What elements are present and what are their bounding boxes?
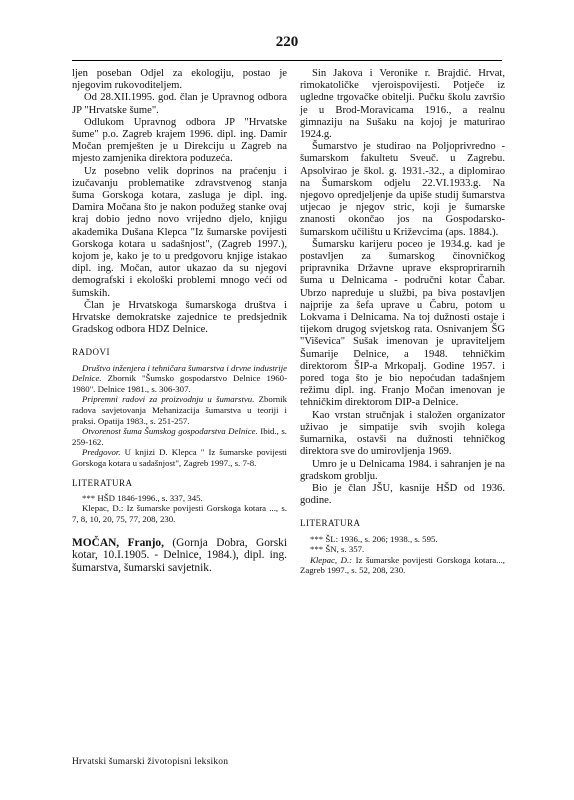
- paragraph: Šumarstvo je studirao na Poljoprivredno - šumarskom fakultetu Sveuč. u Zagrebu. Apsolvirao je škol. g. 1931.-32., a diplomirao na Šumarskom odjelu 22.VI.1933.g. Na njegovo opredjeljenje da upiše studij šumarstva utjecao je njegov stric, koji je šumarske znanosti okončao jos na Gospodarsko-šumarskom učilištu u Križevcima (aps. 1884.).: [300, 141, 505, 238]
- work-details: U knjizi D. Klepca " Iz šumarske povijesti Gorskoga kotara u sadašnjost", Zagreb 1997., s. 7-8.: [72, 447, 287, 469]
- work-details: Zbornik radova savjetovanja Mehanizacija šumarstva u teoriji i praksi. Opatija 1983., s. 251-257.: [72, 394, 287, 426]
- paragraph: Od 28.XII.1995. god. član je Upravnog odbora JP "Hrvatske šume".: [72, 92, 287, 116]
- paragraph: Bio je član JŠU, kasnije HŠD od 1936. godine.: [300, 482, 505, 507]
- literature-item: *** ŠL: 1936., s. 206; 1938., s. 595.: [310, 533, 438, 544]
- paragraph: Umro je u Delnicama 1984. i sahranjen je na gradskom groblju.: [300, 458, 505, 482]
- work-item: [72, 426, 287, 447]
- entry-summary: (Gornja Dobra, Gorski kotar, 10.I.1905. - Delnice, 1984.), dipl. ing. šumarstva, šumarski savjetnik.: [72, 536, 287, 575]
- work-title: Pripremni radovi za proizvodnju u šumarstvu.: [82, 394, 255, 405]
- work-title: Otvorenost šuma Šumskog gospodarstva Delnice.: [82, 426, 258, 437]
- literature-item: [300, 555, 505, 576]
- work-details: Ibid., s. 259-162.: [72, 426, 288, 447]
- literature-details: Iz šumarske povijesti Gorskoga kotara..., Zagreb 1997., s. 52, 208, 230.: [300, 554, 505, 576]
- paragraph: Uz posebno velik doprinos na praćenju i izučavanju problematike zdravstvenog stanja šuma Gorskoga kotara, zasluga je dipl. ing. Damira Močana što je nakon podužeg stanke ovaj kraj dobio jedno novo vrijedno djelo, knjigu akademika Dušana Klepca "Iz šumarske povijesti Gorskoga kotara u sadašnjost", (Zagreb 1997.), kojom je, kako je to u predgovoru knjige istakao dipl. ing. Močan, autor ukazao da su njegovi demografski i ekološki problemi mnogo veći od šumskih.: [72, 165, 287, 299]
- work-item: [72, 363, 287, 395]
- paragraph: Kao vrstan stručnjak i staložen organizator uživao je simpatije svih svojih kolega šumarnika, ostavši na dužnosti tehničkog direktora sve do umirovljenja 1969.: [300, 409, 505, 458]
- work-item: [72, 447, 287, 468]
- section-heading-literatura: LITERATURA: [72, 477, 133, 488]
- paragraph: Član je Hrvatskoga šumarskoga društva i Hrvatske demokratske zajednice te predsjednik Gradskog odbora HDZ Delnice.: [72, 299, 287, 336]
- paragraph: Šumarsku karijeru poceo je 1934.g. kad je postavljen za šumarskog činovničkog pripravnika Državne uprave eksproprirarnih šuma u Delnicama - područni kotar Čabar. Ubrzo napreduje u službi, pa biva postavljen najprije za šefa uprave u Čabru, potom u Lokvama i Delnicama. Na toj dužnosti ostaje i tijekom drugog svjetskog rata. Osnivanjem ŠG "Viševica" Sušak imenovan je upraviteljem Šumarije Delnice, a 1948. tehničkim direktorom ŠIP-a Mrkopalj. Godine 1957. i pored toga što je bio nepoćudan tadašnjem režimu dipl. ing. Franjo Močan imenovan je tehničkim direktorom DIP-a Delnice.: [300, 238, 505, 409]
- left-column: [72, 68, 287, 575]
- work-title: Predgovor.: [82, 447, 121, 458]
- literature-item: Klepac, D.: Iz šumarske povijesti Gorskoga kotara ..., s. 7, 8, 10, 20, 75, 77, 208, 230.: [72, 503, 287, 524]
- header-rule: [72, 60, 502, 61]
- paragraph: Odlukom Upravnog odbora JP "Hrvatske šume" p.o. Zagreb krajem 1996. dipl. ing. Damir Močan premješten je u Direkciju u Zagreb na mjesto zamjenika direktora poduzeća.: [72, 116, 287, 165]
- paragraph: Sin Jakova i Veronike r. Brajdić. Hrvat, rimokatoličke vjeroispovijesti. Potječe iz ugledne trgovačke obitelji. Pučku školu završio je u Brod-Moravicama 1916., a realnu gimnaziju na Sušaku na kojoj je maturirao 1924.g.: [300, 68, 505, 141]
- literature-author: Klepac, D.:: [310, 554, 353, 565]
- paragraph: ljen poseban Odjel za ekologiju, postao je njegovim rukovoditeljem.: [72, 68, 287, 92]
- section-heading-literatura: LITERATURA: [300, 518, 361, 529]
- literature-item: *** HŠD 1846-1996., s. 337, 345.: [82, 492, 203, 503]
- entry-headword: MOČAN, Franjo,: [72, 536, 164, 549]
- page-number: 220: [275, 34, 299, 50]
- section-heading-radovi: RADOVI: [72, 347, 110, 358]
- work-details: Zbornik "Šumsko gospodarstvo Delnice 1960-1980". Delnice 1981., s. 306-307.: [72, 373, 287, 394]
- page-footer: Hrvatski šumarski životopisni leksikon: [72, 757, 229, 767]
- work-title: Društvo inženjera i tehničara šumarstva i drvne industrije Delnice.: [72, 362, 288, 384]
- work-item: [72, 394, 287, 426]
- lexicon-entry-mocan-franjo: [72, 537, 287, 575]
- right-column: [300, 68, 505, 576]
- literature-item: *** ŠN, s. 357.: [310, 544, 365, 555]
